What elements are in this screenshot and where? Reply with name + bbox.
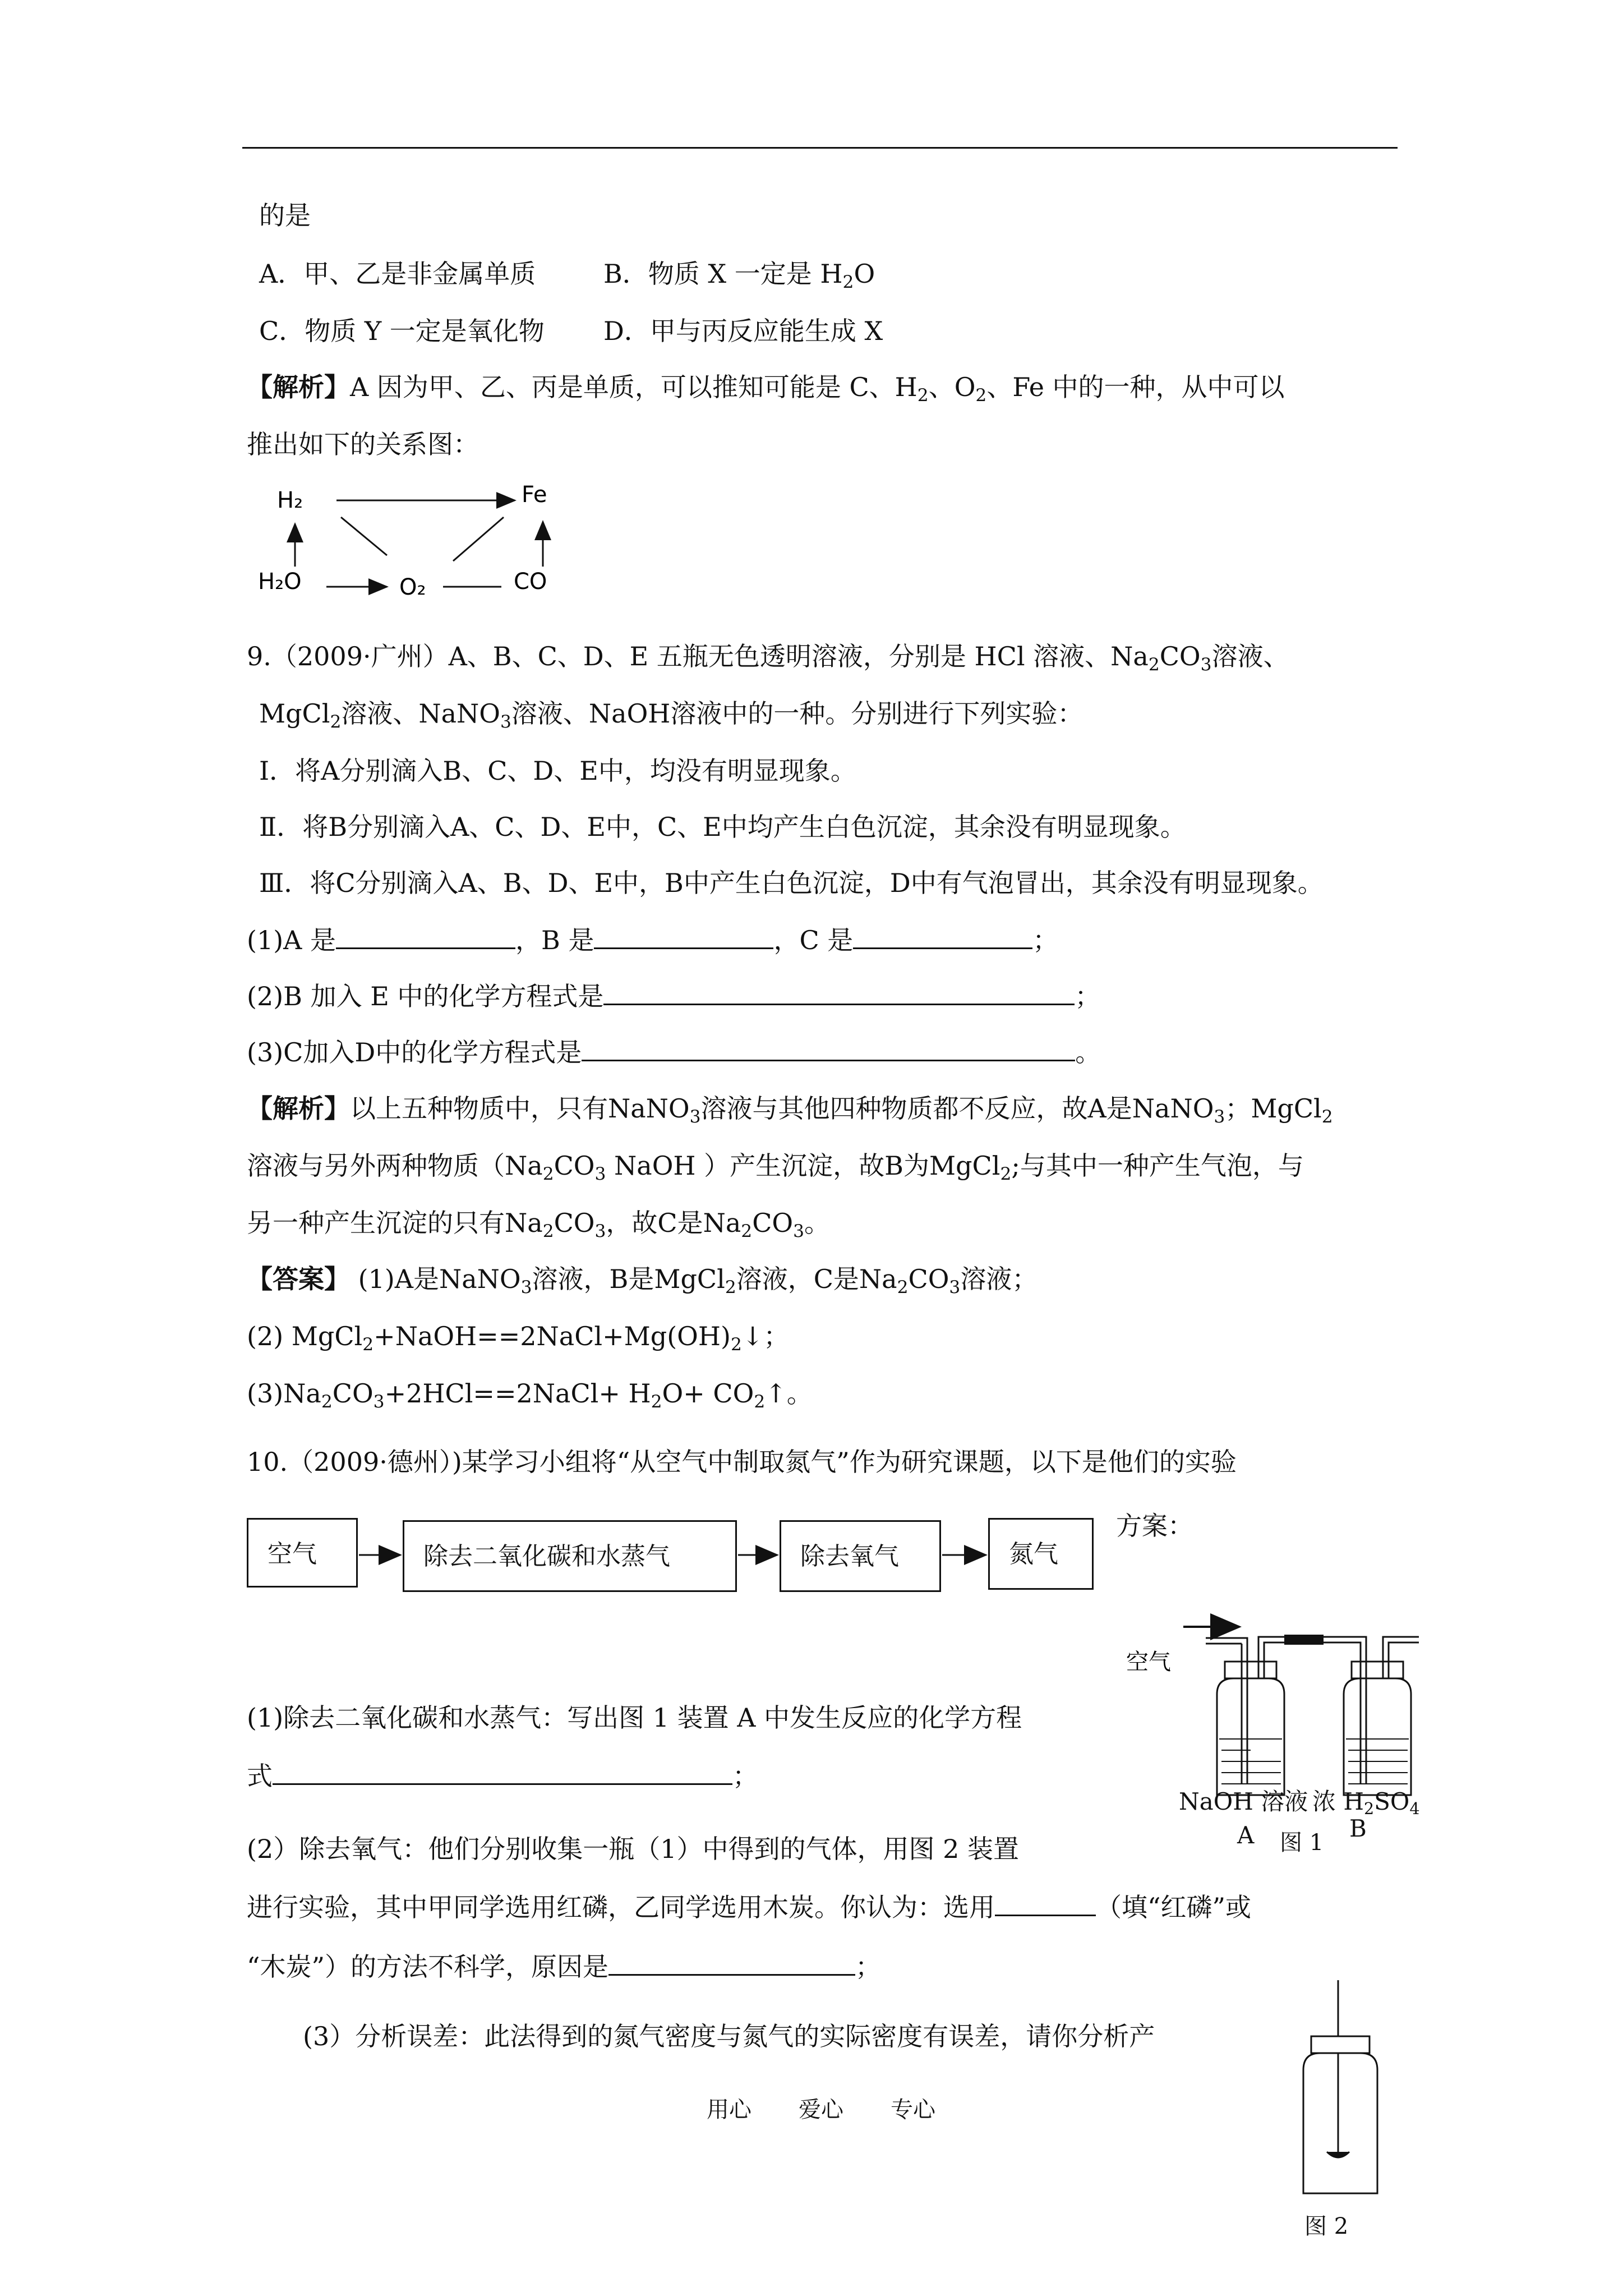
answer-blank-equation-q10[interactable] bbox=[273, 1760, 732, 1785]
q10-part-1-line-1: (1)除去二氧化碳和水蒸气：写出图 1 装置 A 中发生反应的化学方程 bbox=[247, 1703, 1022, 1733]
answer-blank-equation-3[interactable] bbox=[582, 1036, 1075, 1061]
answer-blank-equation-2[interactable] bbox=[603, 980, 1075, 1005]
node-o2: O₂ bbox=[399, 574, 426, 600]
fig1-air-label: 空气 bbox=[1126, 1649, 1171, 1675]
line-h2-o2 bbox=[341, 517, 387, 555]
q10-part-3-line-1: (3）分析误差：此法得到的氮气密度与氮气的实际密度有误差，请你分析产 bbox=[303, 2021, 1155, 2051]
q9-step-1: Ⅰ．将A分别滴入B、C、D、E中，均没有明显现象。 bbox=[259, 756, 856, 786]
q9-answer-line-3: $(3)Na_2CO_3+2HCl==2NaCl+ H_2O+$ $CO_2↑$。 bbox=[247, 1378, 813, 1412]
line-o2-fe bbox=[453, 517, 504, 561]
q9-stem-line-1: 9.（2009·广州）A、B、C、D、E 五瓶无色透明溶液，分别是 HCl 溶液、$Na_2CO_3$溶液、 bbox=[247, 641, 1289, 675]
q10-plan-tail: 方案： bbox=[1116, 1511, 1193, 1541]
q10-part-2-line-2: 进行实验，其中甲同学选用红磷，乙同学选用木炭。你认为：选用 （填“红磷”或 bbox=[247, 1892, 1252, 1922]
q8-option-b: B．物质 X 一定是 $H_2O$ bbox=[603, 259, 875, 292]
q8-tail: 的是 bbox=[259, 200, 311, 231]
footer-motto: 用心 爱心 专心 bbox=[707, 2097, 935, 2123]
node-fe: Fe bbox=[522, 482, 547, 508]
q8-analysis-line-2: 推出如下的关系图： bbox=[247, 429, 479, 459]
q9-answer-line-1: 【答案】 (1)A是NaNO$_3$溶液，B是MgCl$_2$溶液，C是$Na_2CO_3$溶液； bbox=[247, 1264, 1038, 1297]
analysis-tag: 【解析】 bbox=[247, 1093, 350, 1124]
answer-blank-b[interactable] bbox=[594, 924, 773, 949]
q9-analysis-line-3: 另一种产生沉淀的只有$Na_2CO_3$，故C是$Na_2CO_3$。 bbox=[247, 1208, 831, 1241]
node-h2o: H₂O bbox=[258, 569, 302, 595]
q9-analysis-line-2: 溶液与另外两种物质（$Na_2CO_3$ NaOH ）产生沉淀，故B为MgCl$_2$;与其中一种产生气泡，与 bbox=[247, 1151, 1304, 1184]
figure-1-apparatus bbox=[1122, 1610, 1424, 1857]
fig1-caption: 图 1 bbox=[1280, 1830, 1324, 1856]
q8-analysis-line-1: 【解析】A 因为甲、乙、丙是单质，可以推知可能是 C、$H_2$、$O_2$、Fe 中的一种，从中可以 bbox=[247, 372, 1285, 406]
q10-part-2-line-1: (2）除去氧气：他们分别收集一瓶（1）中得到的气体，用图 2 装置 bbox=[247, 1834, 1019, 1864]
relation-diagram bbox=[247, 477, 572, 606]
answer-blank-method[interactable] bbox=[995, 1891, 1096, 1916]
q9-subquestion-3: (3)C加入D中的化学方程式是 。 bbox=[247, 1037, 1101, 1068]
q8-option-d: D．甲与丙反应能生成 X bbox=[603, 316, 883, 346]
q10-stem-line-1: 10.（2009·德州）)某学习小组将“从空气中制取氮气”作为研究课题，以下是他们的实验 bbox=[247, 1447, 1237, 1477]
fig1-h2so4-label: 浓 $H_2SO_4$ bbox=[1312, 1788, 1420, 1818]
flow-box-air: 空气 bbox=[247, 1518, 358, 1588]
header-rule bbox=[242, 147, 1398, 149]
q9-step-3: Ⅲ．将C分别滴入A、B、D、E中，B中产生白色沉淀，D中有气泡冒出，其余没有明显现象。 bbox=[259, 868, 1324, 898]
fig1-naoh-label: NaOH 溶液 bbox=[1179, 1788, 1308, 1815]
answer-tag: 【答案】 bbox=[247, 1264, 350, 1294]
fig2-caption: 图 2 bbox=[1304, 2214, 1349, 2239]
node-co: CO bbox=[514, 569, 547, 595]
q9-analysis-line-1: 【解析】以上五种物质中，只有NaNO$_3$溶液与其他四种物质都不反应，故A是NaNO$_3$；MgCl$_2$ bbox=[247, 1093, 1333, 1127]
answer-blank-reason[interactable] bbox=[608, 1950, 855, 1976]
q8-option-c: C．物质 Y 一定是氧化物 bbox=[259, 316, 545, 346]
fig1-label-b: B bbox=[1349, 1815, 1367, 1842]
flow-arrows bbox=[357, 1537, 990, 1582]
node-h2: H₂ bbox=[277, 487, 303, 513]
fig1-label-a: A bbox=[1237, 1821, 1255, 1849]
flow-box-remove-co2-h2o: 除去二氧化碳和水蒸气 bbox=[403, 1520, 737, 1592]
answer-blank-a[interactable] bbox=[336, 924, 515, 949]
q9-stem-line-2: MgCl$_2$溶液、NaNO$_3$溶液、NaOH溶液中的一种。分别进行下列实验： bbox=[259, 698, 1083, 732]
q10-part-2-line-3: “木炭”）的方法不科学，原因是 ； bbox=[247, 1952, 882, 1982]
flow-box-remove-o2: 除去氧气 bbox=[780, 1520, 941, 1592]
q9-step-2: Ⅱ．将B分别滴入A、C、D、E中，C、E中均产生白色沉淀，其余没有明显现象。 bbox=[259, 812, 1186, 842]
q9-subquestion-2: (2)B 加入 E 中的化学方程式是 ； bbox=[247, 981, 1101, 1011]
q9-subquestion-1: (1)A 是 ，B 是 ，C 是 ； bbox=[247, 925, 1059, 955]
figure-2-apparatus bbox=[1290, 1980, 1391, 2205]
analysis-tag: 【解析】 bbox=[247, 372, 350, 402]
q10-part-1-line-2: 式 ； bbox=[247, 1761, 758, 1791]
flow-box-n2: 氮气 bbox=[988, 1518, 1094, 1590]
q8-option-a: A．甲、乙是非金属单质 bbox=[259, 259, 536, 289]
q9-answer-line-2: (2) $MgCl_2+NaOH==2NaCl+Mg(OH)_2↓$； bbox=[247, 1321, 790, 1355]
answer-blank-c[interactable] bbox=[853, 924, 1032, 949]
